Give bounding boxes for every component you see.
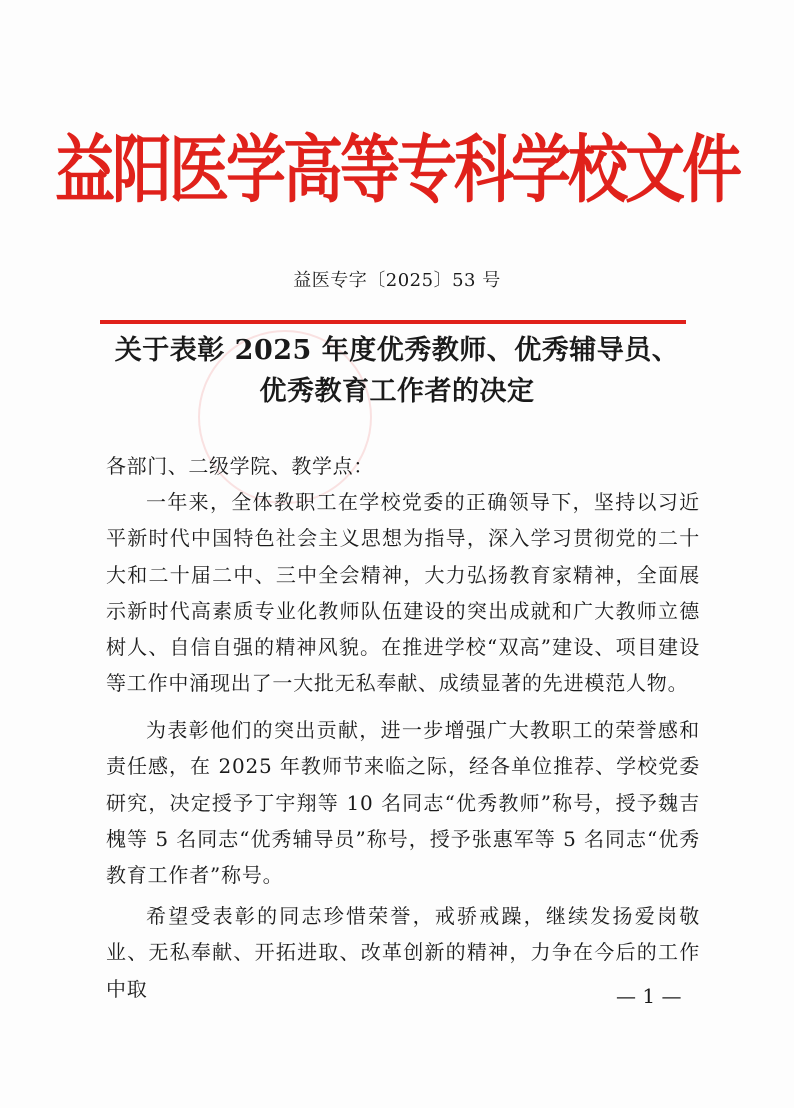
- org-header-title: 益阳医学高等专科学校文件: [55, 127, 739, 214]
- document-number: 益医专字〔2025〕53 号: [293, 270, 501, 291]
- body-paragraph-2: 为表彰他们的突出贡献，进一步增强广大教职工的荣誉感和责任感，在 2025 年教师节来临之际，经各单位推荐、学校党委研究，决定授予丁宇翔等 10 名同志“优秀教师”称号，授予魏吉槐等 5 名同志“优秀辅导员”称号，授予张惠军等 5 名同志“优秀教育工作者”称号。: [106, 718, 700, 888]
- page-number: — 1 —: [616, 984, 682, 1008]
- document-title-line-2: 优秀教育工作者的决定: [259, 376, 535, 407]
- body-paragraph-3: 希望受表彰的同志珍惜荣誉，戒骄戒躁，继续发扬爱岗敬业、无私奉献、开拓进取、改革创新的精神，力争在今后的工作中取: [106, 904, 700, 1001]
- document-title-line-1: 关于表彰 2025 年度优秀教师、优秀辅导员、: [114, 335, 680, 366]
- body-paragraph-1: 一年来，全体教职工在学校党委的正确领导下，坚持以习近平新时代中国特色社会主义思想为指导，深入学习贯彻党的二十大和二十届二中、三中全会精神，大力弘扬教育家精神，全面展示新时代高素质专业化教师队伍建设的突出成就和广大教师立德树人、自信自强的精神风貌。在推进学校“双高”建设、项目建设等工作中涌现出了一大批无私奉献、成绩显著的先进模范人物。: [106, 490, 700, 696]
- document-title: [0, 330, 794, 412]
- red-divider-line: [100, 320, 686, 324]
- salutation: 各部门、二级学院、教学点：: [106, 454, 374, 478]
